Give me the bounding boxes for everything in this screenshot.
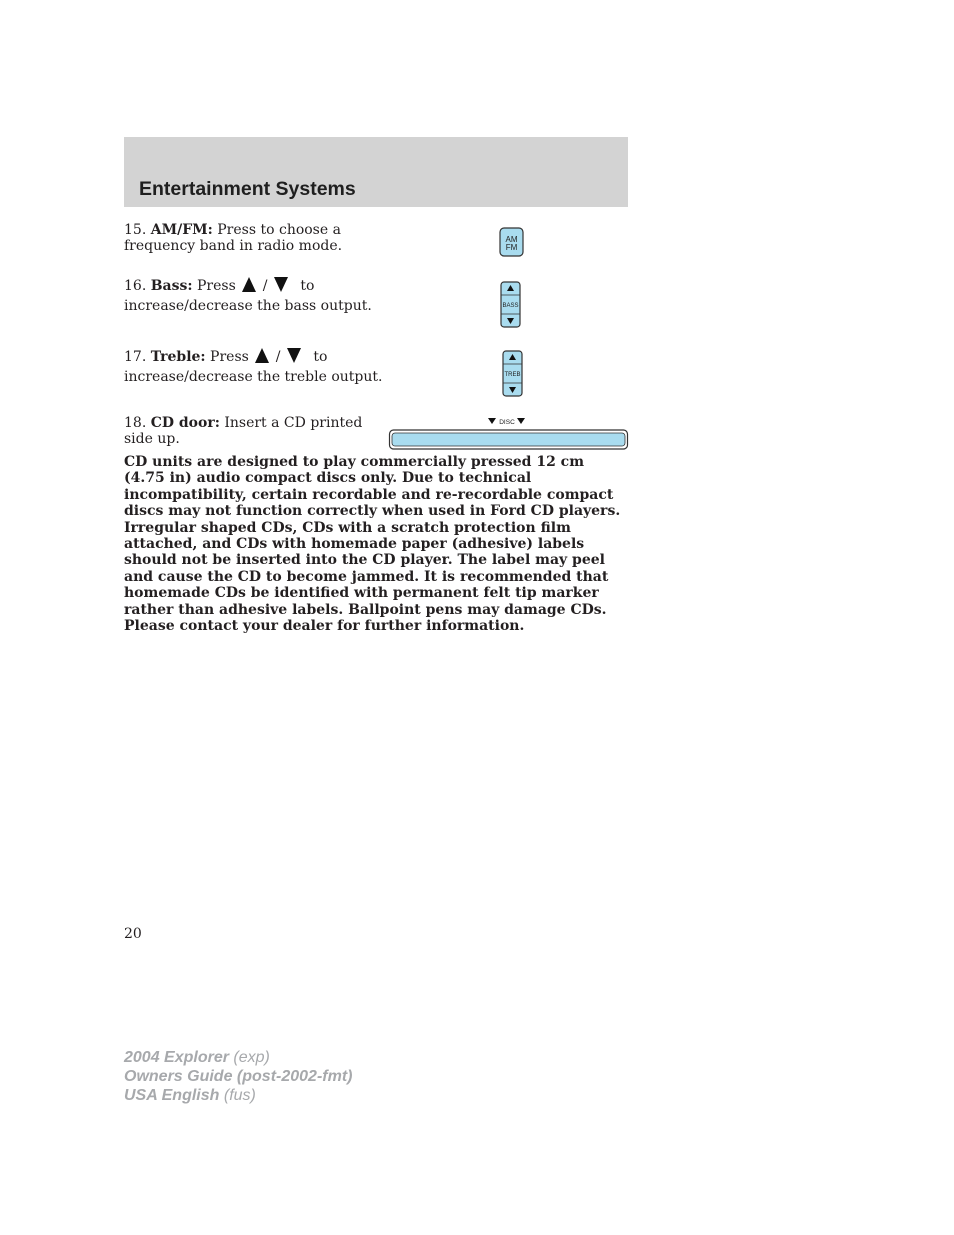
page-number: 20 — [124, 926, 142, 942]
item-text: increase/decrease the treble output. — [124, 369, 383, 385]
item-am-fm — [124, 222, 386, 254]
disc-label: DISC — [499, 419, 515, 426]
down-arrow-icon — [274, 277, 288, 292]
item-label: AM/FM: — [150, 222, 213, 238]
item-label: Treble: — [150, 349, 206, 365]
down-arrow-icon — [488, 418, 496, 424]
item-cd-door — [124, 415, 364, 447]
cd-slot-icon — [388, 414, 630, 454]
item-number: 16. — [124, 278, 147, 294]
item-bass — [124, 276, 386, 316]
bass-button-icon — [500, 281, 522, 329]
item-treble — [124, 347, 386, 387]
section-title: Entertainment Systems — [139, 178, 356, 200]
item-text: Press — [197, 278, 236, 294]
treble-button-icon — [502, 350, 524, 398]
item-text: Insert a CD printed side up. — [124, 415, 363, 447]
item-text: to — [313, 349, 328, 365]
item-label: CD door: — [150, 415, 220, 431]
am-fm-button-icon — [499, 227, 525, 259]
item-label: Bass: — [150, 278, 193, 294]
footer-line-3: USA English (fus) — [124, 1087, 256, 1104]
separator: / — [262, 278, 268, 294]
down-arrow-icon — [287, 348, 301, 363]
section-header — [124, 137, 628, 207]
bass-label: BASS — [502, 303, 519, 309]
item-text: increase/decrease the bass output. — [124, 298, 372, 314]
item-text: Press — [210, 349, 249, 365]
item-number: 17. — [124, 349, 147, 365]
cd-warning-text: CD units are designed to play commercially pressed 12 cm (4.75 in) audio compact discs only. Due to technical incompatibility, certain recordable and re-recordable compact discs may not function correctly when used in Ford CD players. Irregular shaped CDs, CDs with a scratch protection film attached, and CDs with homemade paper (adhesive) labels should not be inserted into the CD player. The label may peel and cause the CD to become jammed. It is recommended that homemade CDs be identified with permanent felt tip marker rather than adhesive labels. Ballpoint pens may damage CDs. Please contact your dealer for further information. — [124, 454, 621, 635]
up-arrow-icon — [242, 277, 256, 292]
item-text: Press to choose a frequency band in radio mode. — [124, 222, 343, 254]
am-label: AM — [505, 235, 518, 244]
fm-label: FM — [505, 243, 518, 252]
item-text: to — [300, 278, 315, 294]
up-arrow-icon — [255, 348, 269, 363]
document-footer — [124, 1048, 352, 1105]
item-number: 18. — [124, 415, 147, 431]
item-number: 15. — [124, 222, 147, 238]
footer-line-2: Owners Guide (post-2002-fmt) — [124, 1068, 353, 1085]
treb-label: TREB — [504, 372, 521, 378]
footer-line-1: 2004 Explorer (exp) — [124, 1049, 270, 1066]
separator: / — [275, 349, 281, 365]
down-arrow-icon — [517, 418, 525, 424]
